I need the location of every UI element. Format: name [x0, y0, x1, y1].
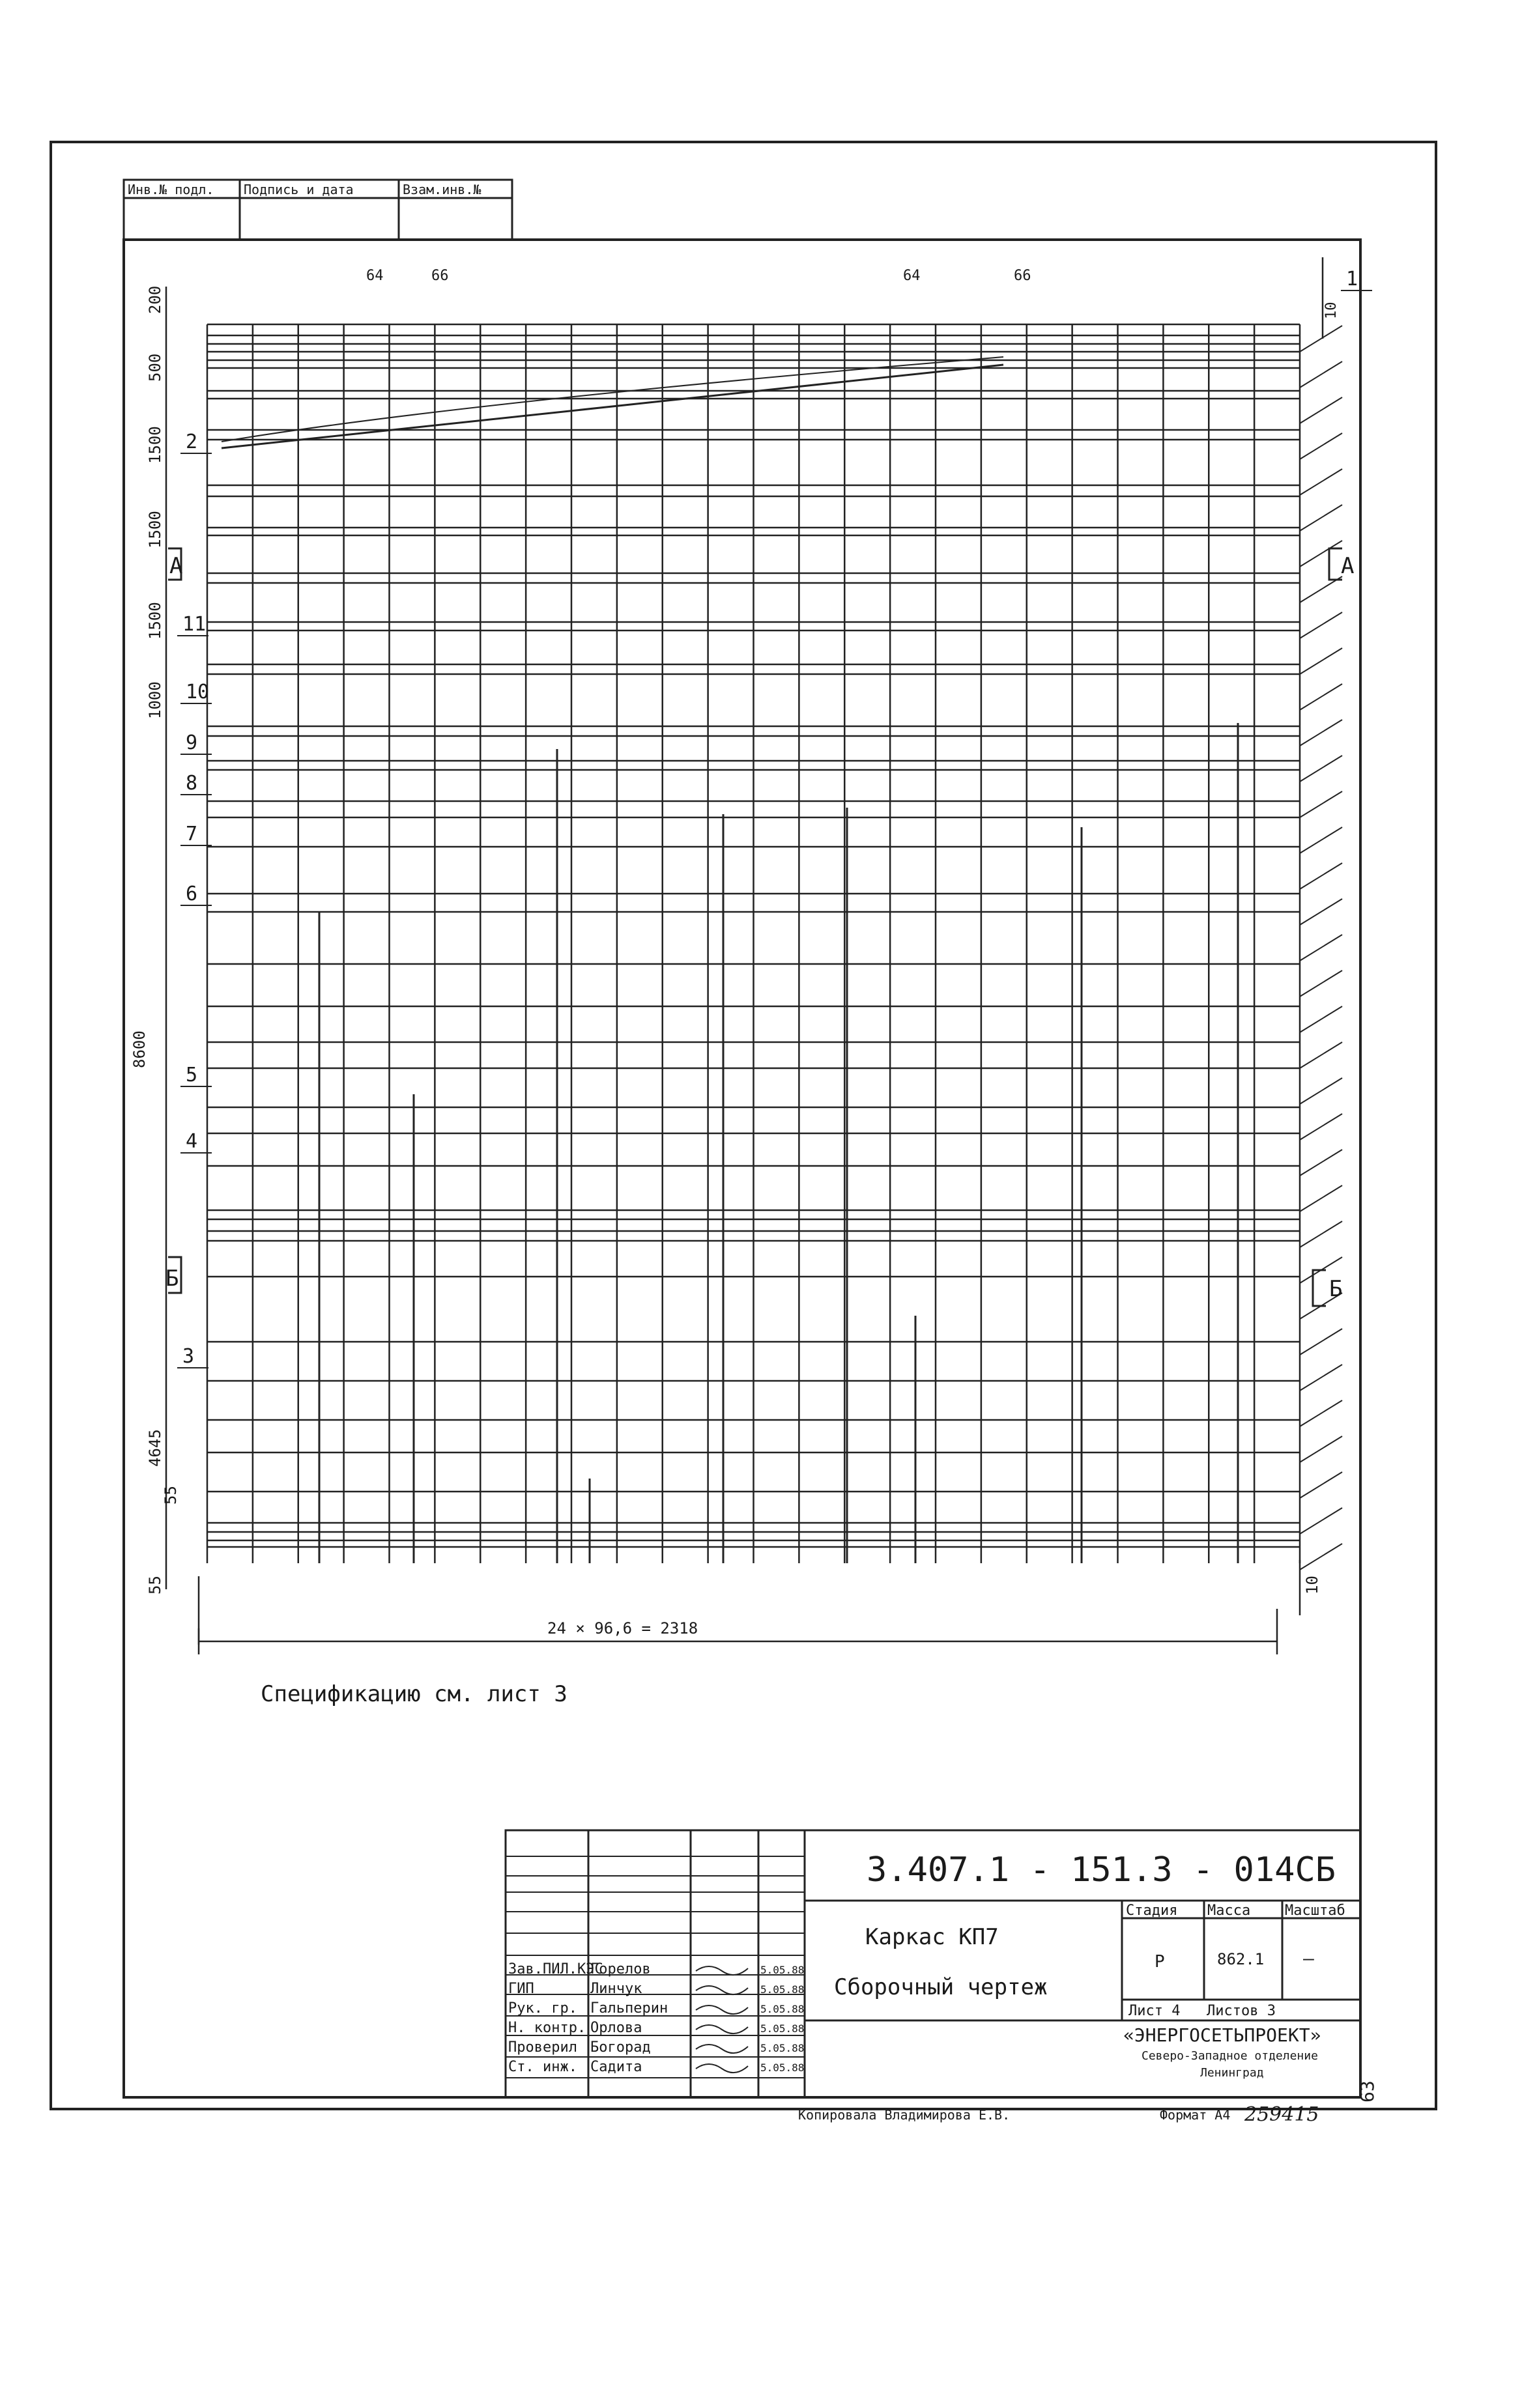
mesh-bar-edge — [1300, 1544, 1342, 1570]
mesh-bar-edge — [1300, 899, 1342, 925]
signature — [696, 2064, 748, 2073]
mesh-bar-edge — [1300, 1185, 1342, 1211]
sheets-total: Листов 3 — [1207, 2003, 1276, 2019]
copied-by: Копировала Владимирова Е.В. — [798, 2107, 1011, 2123]
scale-value: — — [1303, 1948, 1314, 1969]
mesh-bar-edge — [1300, 1329, 1342, 1355]
dim-200: 200 — [146, 285, 164, 314]
mesh-bar-edge — [1300, 684, 1342, 710]
sign-date: 5.05.88 — [760, 2022, 805, 2035]
mesh-bar-edge — [1300, 1150, 1342, 1176]
mesh-bar-edge — [1300, 935, 1342, 961]
dim-55-b: 55 — [146, 1576, 164, 1594]
mesh-bar-edge — [1300, 827, 1342, 853]
sheet-number: Лист 4 — [1128, 2003, 1181, 2019]
mesh-bar-edge — [1300, 469, 1342, 495]
position-label: 6 — [186, 883, 198, 905]
section-a-right: A — [1341, 553, 1355, 579]
signature — [696, 2025, 748, 2033]
specification-note: Спецификацию см. лист 3 — [261, 1681, 567, 1707]
mesh-bar-edge — [1300, 1508, 1342, 1534]
mesh-bar-edge — [1300, 541, 1342, 567]
dim-64-left: 64 — [366, 268, 384, 284]
signature — [696, 1986, 748, 1994]
dim-55-a: 55 — [162, 1486, 180, 1505]
section-b-right: Б — [1329, 1276, 1343, 1302]
mesh-bar-edge — [1300, 433, 1342, 459]
section-b-left: Б — [165, 1266, 179, 1292]
mesh-bar-edge — [1300, 326, 1342, 352]
position-label: 10 — [186, 681, 210, 703]
dim-10-bottom: 10 — [1303, 1576, 1321, 1594]
signature — [696, 2045, 748, 2053]
mesh-bar-edge — [1300, 1472, 1342, 1498]
mesh-bar-edge — [1300, 397, 1342, 423]
role-label: Зав.ПИЛ.КЭС — [508, 1961, 603, 1977]
person-name: Богорад — [590, 2039, 651, 2056]
sign-date: 5.05.88 — [760, 2061, 805, 2074]
dim-1500-b: 1500 — [146, 511, 164, 548]
mesh-bar-edge — [1300, 756, 1342, 782]
mesh-bar-edge — [1300, 791, 1342, 817]
position-label: 9 — [186, 731, 198, 754]
dim-total-width: 24 × 96,6 = 2318 — [547, 1619, 698, 1637]
stamp-col1: Инв.№ подл. — [128, 182, 214, 197]
role-label: Н. контр. — [508, 2020, 586, 2036]
mesh-bar-edge — [1300, 1400, 1342, 1426]
dim-1000: 1000 — [146, 681, 164, 719]
mesh-bar-edge — [1300, 612, 1342, 638]
dim-500: 500 — [146, 353, 164, 382]
dim-1500-c: 1500 — [146, 602, 164, 640]
format-label: Формат А4 — [1160, 2107, 1231, 2123]
position-label: 2 — [186, 431, 198, 453]
mesh-bar-edge — [1300, 648, 1342, 674]
mass-value: 862.1 — [1217, 1950, 1265, 1968]
hdr-stage: Стадия — [1126, 1903, 1178, 1919]
dimension-chains — [166, 257, 1323, 1654]
doc-number: 3.407.1 - 151.3 - 014СБ — [867, 1850, 1336, 1890]
title-block — [506, 1830, 1360, 2097]
mesh-bar-edge — [1300, 1006, 1342, 1032]
dim-8600: 8600 — [130, 1030, 149, 1068]
dim-4645: 4645 — [146, 1429, 164, 1467]
title-line1: Каркас КП7 — [865, 1924, 999, 1950]
stamp-col3: Взам.инв.№ — [403, 182, 481, 197]
stamp-col2: Подпись и дата — [244, 182, 354, 197]
dim-66-right: 66 — [1014, 268, 1031, 284]
person-name: Садита — [590, 2059, 642, 2075]
role-label: Ст. инж. — [508, 2059, 577, 2075]
mesh-bar-edge — [1300, 720, 1342, 746]
mesh-bar-edge — [1300, 1436, 1342, 1462]
person-name: Гальперин — [590, 2000, 668, 2017]
org-sub2: Ленинград — [1200, 2066, 1264, 2080]
sign-date: 5.05.88 — [760, 2042, 805, 2054]
hdr-mass: Масса — [1207, 1903, 1251, 1919]
position-label: 11 — [182, 613, 207, 636]
role-label: Проверил — [508, 2039, 577, 2056]
mesh-bar-edge — [1300, 1221, 1342, 1247]
position-label: 1 — [1346, 268, 1358, 290]
position-label: 3 — [182, 1345, 195, 1368]
person-name: Орлова — [590, 2020, 642, 2036]
mesh-bar-edge — [1300, 863, 1342, 889]
sign-date: 5.05.88 — [760, 2003, 805, 2015]
dimension-labels — [130, 268, 1343, 1637]
side-mark: 63 — [1357, 2080, 1378, 2103]
position-label: 5 — [186, 1064, 198, 1086]
title-line2: Сборочный чертеж — [834, 1974, 1048, 2000]
org-name: «ЭНЕРГОСЕТЬПРОЕКТ» — [1123, 2024, 1321, 2046]
mesh-grid — [207, 324, 1342, 1570]
mesh-bar-edge — [1300, 361, 1342, 388]
inventory-number: 259415 — [1244, 2103, 1319, 2126]
dim-66-left: 66 — [431, 268, 449, 284]
signature — [696, 2005, 748, 2014]
dim-64-right: 64 — [903, 268, 921, 284]
hdr-scale: Масштаб — [1285, 1903, 1345, 1919]
person-name: Горелов — [590, 1961, 651, 1977]
bent-bar — [222, 365, 1003, 448]
position-label: 8 — [186, 772, 198, 795]
dim-10-top: 10 — [1323, 302, 1340, 319]
dim-1500-a: 1500 — [146, 426, 164, 464]
section-a-left: A — [169, 553, 183, 579]
mesh-bar-edge — [1300, 505, 1342, 531]
person-name: Линчук — [590, 1981, 642, 1997]
position-label: 7 — [186, 823, 198, 845]
mesh-bar-edge — [1300, 1114, 1342, 1140]
mesh-bar-edge — [1300, 1042, 1342, 1068]
sign-date: 5.05.88 — [760, 1964, 805, 1976]
mesh-bar-edge — [1300, 1078, 1342, 1104]
role-label: ГИП — [508, 1981, 534, 1997]
role-label: Рук. гр. — [508, 2000, 577, 2017]
signature — [696, 1966, 748, 1975]
stage-value: Р — [1155, 1952, 1165, 1972]
position-label: 4 — [186, 1130, 198, 1153]
org-sub1: Северо-Западное отделение — [1142, 2049, 1318, 2063]
mesh-bar-edge — [1300, 1365, 1342, 1391]
inner-frame — [124, 240, 1360, 2097]
stamp-table — [124, 180, 512, 240]
sign-date: 5.05.88 — [760, 1983, 805, 1996]
outer-frame — [51, 142, 1436, 2109]
mesh-bar-edge — [1300, 970, 1342, 997]
